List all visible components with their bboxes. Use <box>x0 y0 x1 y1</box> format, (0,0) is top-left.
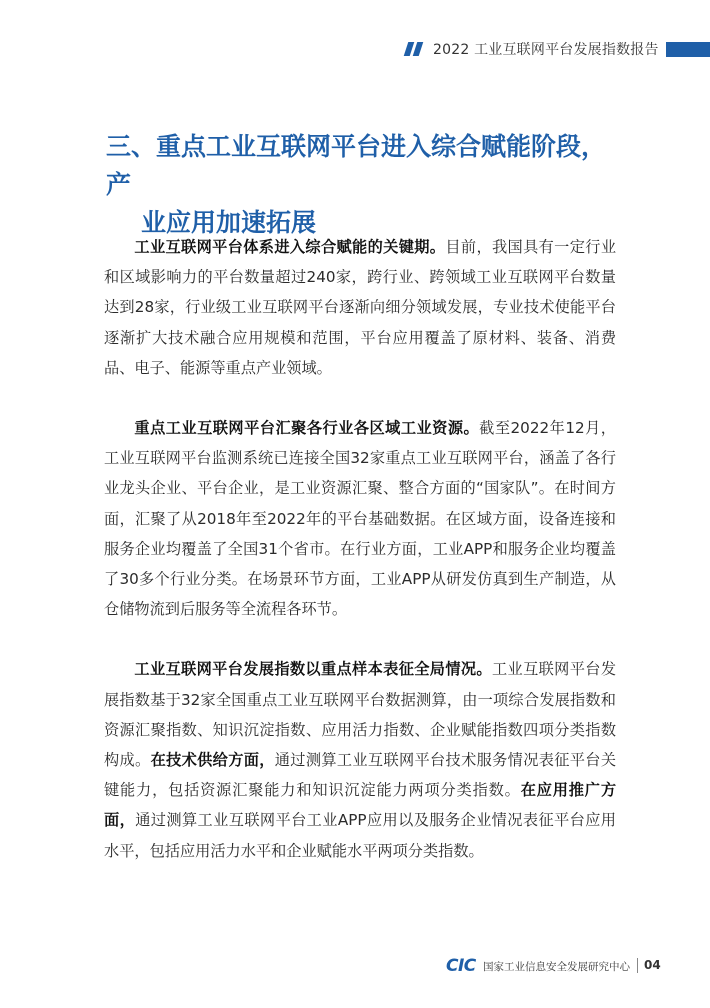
header-accent-bar <box>666 42 710 57</box>
paragraph-development-index <box>104 654 616 865</box>
paragraph-platform-system <box>104 232 616 383</box>
section-title-line1: 三、重点工业互联网平台进入综合赋能阶段，产 <box>106 132 607 199</box>
header-report-title: 2022 工业互联网平台发展指数报告 <box>433 42 659 58</box>
paragraph-lead: 工业互联网平台体系进入综合赋能的关键期。 <box>134 238 446 256</box>
paragraph-text: 目前，我国具有一定行业和区域影响力的平台数量超过240家，跨行业、跨领域工业互联网平台数量达到28家，行业级工业互联网平台逐渐向细分领域发展，专业技术使能平台逐渐扩大技术融合应用规模和范围，平台应用覆盖了原材料、装备、消费品、电子、能源等重点产业领域。 <box>104 238 617 377</box>
paragraph-text: 工业互联网平台发展指数基于32家全国重点工业互联网平台数据测算，由一项综合发展指数和资源汇聚指数、知识沉淀指数、应用活力指数、企业赋能指数四项分类指数构成。 <box>104 660 617 770</box>
page-number: 04 <box>644 958 661 972</box>
organization-name: 国家工业信息安全发展研究中心 <box>483 961 630 973</box>
paragraph-lead: 重点工业互联网平台汇聚各行业各区域工业资源。 <box>134 419 480 438</box>
page-footer <box>0 956 710 978</box>
paragraph-resource-aggregation <box>104 413 616 624</box>
section-title-line2: 业应用加速拓展 <box>141 208 317 237</box>
page-header <box>0 38 710 62</box>
body-content <box>104 232 616 896</box>
cic-logo: CIC <box>446 956 476 976</box>
paragraph-lead: 工业互联网平台发展指数以重点样本表征全局情况。 <box>134 660 492 679</box>
paragraph-text-application: 通过测算工业互联网平台工业APP应用以及服务企业情况表征平台应用水平，包括应用活力水平和企业赋能水平两项分类指数。 <box>104 811 616 860</box>
paragraph-lead-tech-supply: 在技术供给方面， <box>150 751 275 770</box>
paragraph-text-tech-supply: 通过测算工业互联网平台技术服务情况表征平台关键能力，包括资源汇聚能力和知识沉淀能力两项分类指数。 <box>104 751 617 800</box>
paragraph-lead-application: 在应用推广方面， <box>104 781 617 830</box>
footer-divider <box>637 958 638 973</box>
header-slash-marks <box>404 42 424 56</box>
section-title <box>106 128 626 242</box>
paragraph-text: 截至2022年12月，工业互联网平台监测系统已连接全国32家重点工业互联网平台，涵盖了各行业龙头企业、平台企业，是工业资源汇聚、整合方面的“国家队”。在时间方面，汇聚了从2018年至2022年的平台基础数据。在区域方面，设备连接和服务企业均覆盖了全国31个省市。在行业方面，工业APP和服务企业均覆盖了30多个行业分类。在场景环节方面，工业APP从研发仿真到生产制造，从仓储物流到后服务等全流程各环节。 <box>104 419 616 619</box>
